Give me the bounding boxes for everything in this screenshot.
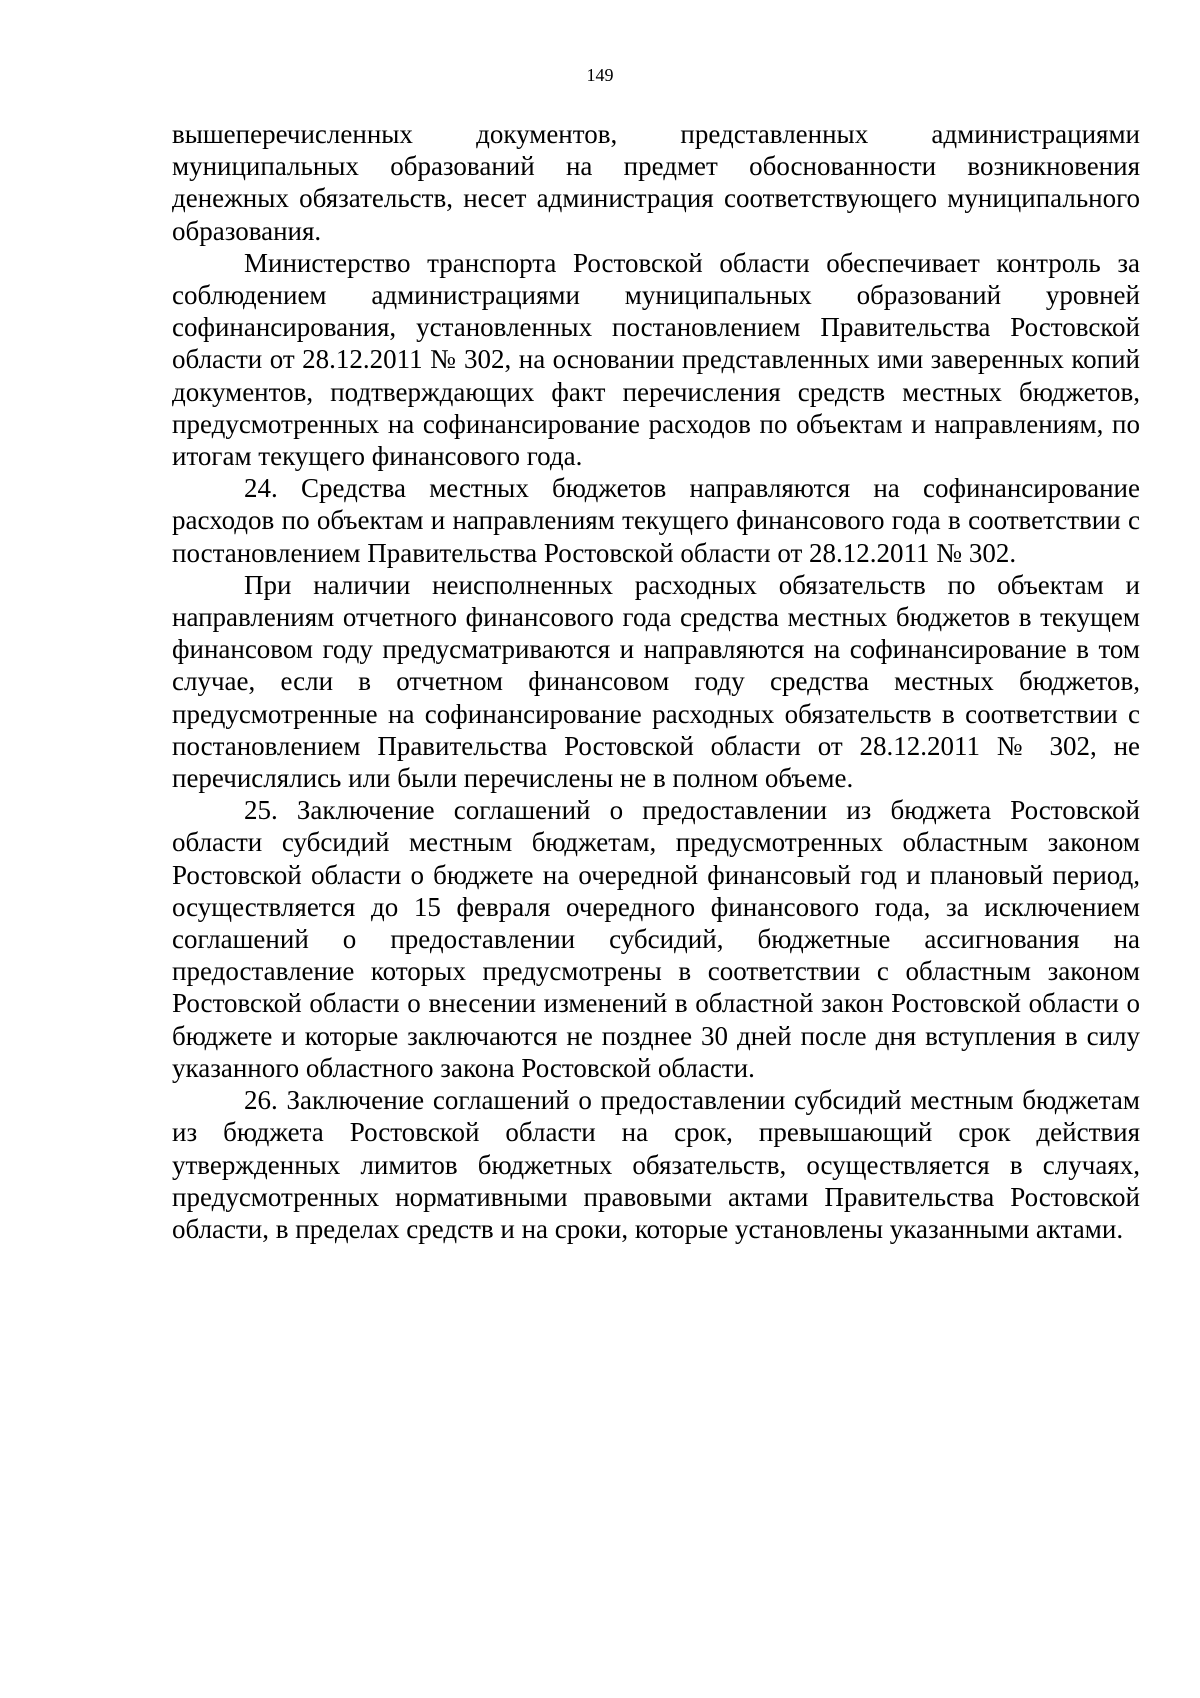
paragraph-item-26: 26. Заключение соглашений о предоставлении субсидий местным бюджетам из бюджета Ростовской области на срок, превышающий срок действия утвержденных лимитов бюджетных обязательств, осуществляется в случаях, предусмотренных нормативными правовыми актами Правительства Ростовской области, в пределах средств и на сроки, которые установлены указанными актами. xyxy=(172,1085,1140,1244)
paragraph-item-25: 25. Заключение соглашений о предоставлении из бюджета Ростовской области субсидий местным бюджетам, предусмотренных областным законом Ростовской области о бюджете на очередной финансовый год и плановый период, осуществляется до 15 февраля очередного финансового года, за исключением соглашений о предоставлении субсидий, бюджетные ассигнования на предоставление которых предусмотрены в соответствии с областным законом Ростовской области о внесении изменений в областной закон Ростовской области о бюджете и которые заключаются не позднее 30 дней после дня вступления в силу указанного областного закона Ростовской области. xyxy=(172,795,1140,1083)
page-number: 149 xyxy=(586,65,614,85)
document-body xyxy=(172,118,1140,1245)
paragraph-ministry-control: Министерство транспорта Ростовской области обеспечивает контроль за соблюдением администрациями муниципальных образований уровней софинансирования, установленных постановлением Правительства Ростовской области от 28.12.2011 № 302, на основании представленных ими заверенных копий документов, подтверждающих факт перечисления средств местных бюджетов, предусмотренных на софинансирование расходов по объектам и направлениям, по итогам текущего финансового года. xyxy=(172,247,1140,472)
paragraph-item-24: 24. Средства местных бюджетов направляются на софинансирование расходов по объектам и направлениям текущего финансового года в соответствии с постановлением Правительства Ростовской области от 28.12.2011 № 302. xyxy=(172,473,1140,568)
paragraph-continuation: вышеперечисленных документов, представленных администрациями муниципальных образований на предмет обоснованности возникновения денежных обязательств, несет администрация соответствующего муниципального образования. xyxy=(172,119,1140,246)
paragraph-unfulfilled-obligations: При наличии неисполненных расходных обязательств по объектам и направлениям отчетного финансового года средства местных бюджетов в текущем финансовом году предусматриваются и направляются на софинансирование в том случае, если в отчетном финансовом году средства местных бюджетов, предусмотренные на софинансирование расходных обязательств в соответствии с постановлением Правительства Ростовской области от 28.12.2011 № 302, не перечислялись или были перечислены не в полном объеме. xyxy=(172,569,1140,794)
